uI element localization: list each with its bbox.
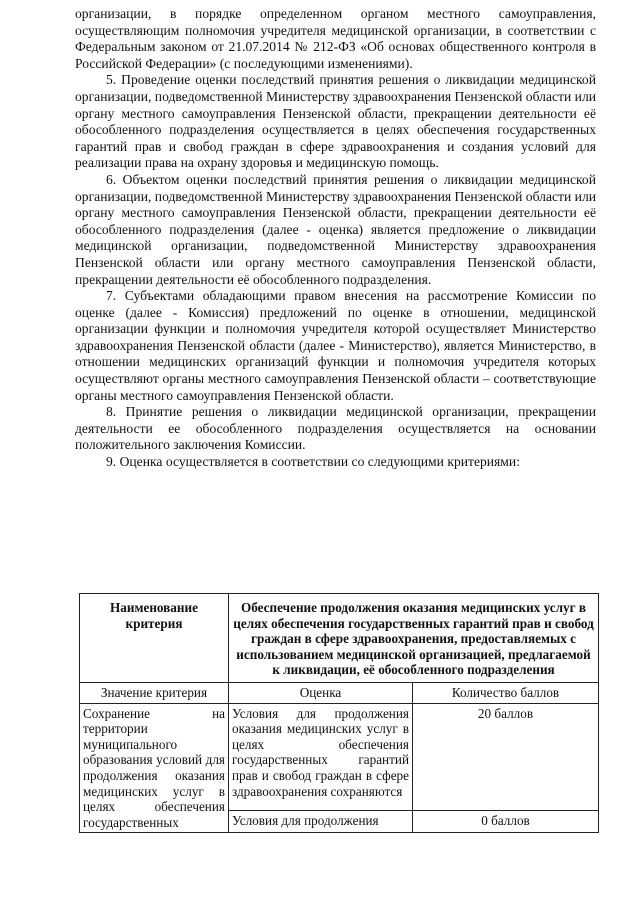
paragraph-5: 5. Проведение оценки последствий принятия решения о ликвидации медицинской организации, подведомственной Министерству здравоохранения Пензенской области или органу местного самоуправления Пензенской области, прекращении деятельности её обособленного подразделения осуществляется в целях обеспечения государственных гарантий прав и свобод граждан в сфере здравоохранения и создания условий для реализации права на охрану здоровья и медицинскую помощь. <box>75 72 596 171</box>
row-points: 20 баллов <box>413 703 599 810</box>
paragraph-9: 9. Оценка осуществляется в соответствии со следующими критериями: <box>106 454 520 470</box>
header-criterion-name: Наименование критерия <box>80 594 229 683</box>
table-subheader-row <box>80 682 599 703</box>
criteria-table <box>79 593 599 833</box>
row-assessment: Условия для продолжения <box>229 810 413 832</box>
header-criterion-description: Обеспечение продолжения оказания медицинских услуг в целях обеспечения государственных гарантий прав и свобод граждан в сфере здравоохранения, предоставляемых с использованием медицинской организацией, предлагаемой к ликвидации, её обособленного подразделения <box>229 594 599 683</box>
table-row <box>80 703 599 810</box>
document-body <box>75 6 596 471</box>
subheader-points: Количество баллов <box>413 682 599 703</box>
subheader-assessment: Оценка <box>229 682 413 703</box>
table-header-row <box>80 594 599 683</box>
subheader-value: Значение критерия <box>80 682 229 703</box>
row-criterion-value: Сохранение на территории муниципального образования условий для продолжения оказания медицинских услуг в целях обеспечения государственных <box>80 703 229 833</box>
paragraph-continuation: организации, в порядке определенном органом местного самоуправления, осуществляющим полномочия учредителя медицинской организации, в соответствии с Федеральным законом от 21.07.2014 № 212-ФЗ «Об основах общественного контроля в Российской Федерации» (с последующими изменениями). <box>75 6 596 71</box>
row-points: 0 баллов <box>413 810 599 832</box>
paragraph-6: 6. Объектом оценки последствий принятия решения о ликвидации медицинской организации, подведомственной Министерству здравоохранения Пензенской области или органу местного самоуправления Пензенской области, прекращении деятельности её обособленного подразделения (далее - оценка) является предложение о ликвидации медицинской организации, подведомственной Министерству здравоохранения Пензенской области или органу местного самоуправления Пензенской области, прекращении деятельности её обособленного подразделения. <box>75 171 596 287</box>
paragraph-7: 7. Субъектами обладающими правом внесения на рассмотрение Комиссии по оценке (далее - Комиссия) предложений по оценке в отношении, медицинской организации функции и полномочия учредителя которой осуществляет Министерство здравоохранения Пензенской области (далее - Министерство), является Министерство, в отношении медицинских организаций функции и полномочия учредителя которых осуществляют органы местного самоуправления Пензенской области – соответствующие органы местного самоуправления Пензенской области. <box>75 288 596 403</box>
paragraph-8: 8. Принятие решения о ликвидации медицинской организации, прекращении деятельности ее обособленного подразделения осуществляется на основании положительного заключения Комиссии. <box>75 404 596 453</box>
row-assessment: Условия для продолжения оказания медицинских услуг в целях обеспечения государственных гарантий прав и свобод граждан в сфере здравоохранения сохраняются <box>229 703 413 810</box>
